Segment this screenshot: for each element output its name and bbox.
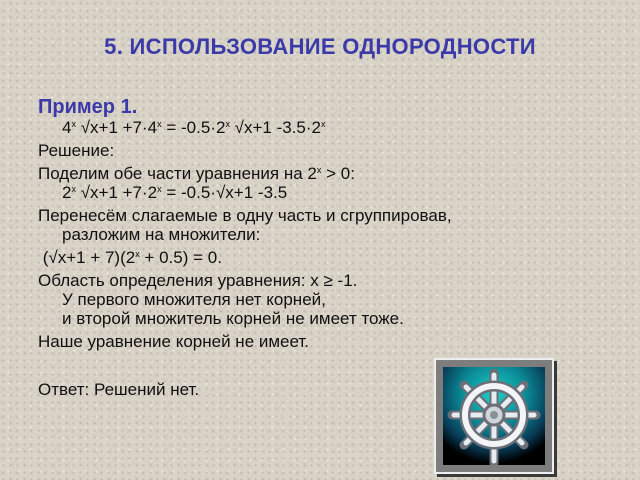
transfer-text-line2: разложим на множители: (62, 225, 261, 244)
slide-title: 5. ИСПОЛЬЗОВАНИЕ ОДНОРОДНОСТИ (104, 34, 536, 59)
example-equation: 4$^x$ $√x+1 +7\cdot 4^x = -0.5\cdot 2^x$ √x+1 $-3.5\cdot 2^x$ (62, 118, 326, 137)
second-factor-note: и второй множитель корней не имеет тоже. (62, 309, 404, 328)
first-factor-note: У первого множителя нет корней, (62, 290, 326, 309)
divide-text: Поделим обе части уравнения на $2^x > 0$: (38, 164, 355, 183)
example-heading: Пример 1. (38, 96, 138, 118)
divided-equation: 2$^x$ $√x+1 +7\cdot 2^x = -0.5\cdot√x+1$ -3.5 (62, 183, 288, 202)
answer-text: Ответ: Решений нет. (38, 380, 200, 399)
solution-label: Решение: (38, 141, 115, 160)
slide-content (38, 96, 618, 399)
helm-illustration-frame (434, 358, 554, 474)
factored-equation: $(√x+1 + 7)(2^x + 0.5) = 0$. (38, 248, 222, 267)
transfer-text-line1: Перенесём слагаемые в одну часть и сгруппировав, (38, 206, 452, 225)
no-roots-conclusion: Наше уравнение корней не имеет. (38, 332, 310, 351)
domain-text: Область определения уравнения: x ≥ -1. (38, 271, 358, 290)
ship-helm-wheel-icon (443, 367, 545, 465)
